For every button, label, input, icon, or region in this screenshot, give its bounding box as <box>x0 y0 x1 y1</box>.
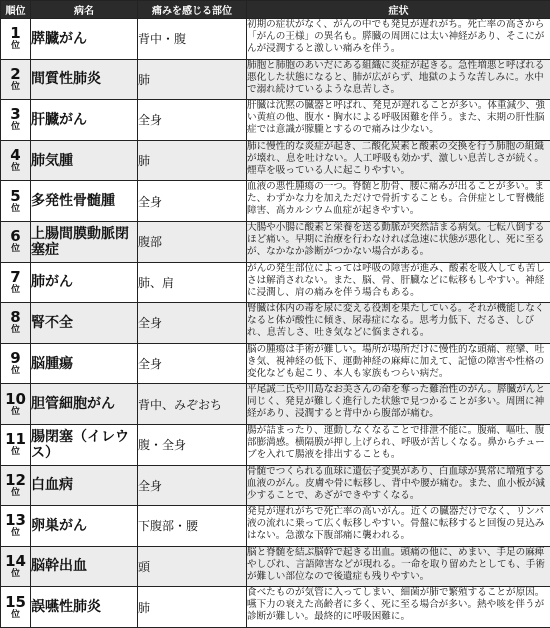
rank-number: 9 <box>1 351 30 366</box>
symptom-cell <box>247 140 550 181</box>
symptom-cell <box>247 221 550 262</box>
table-row <box>1 343 550 384</box>
rank-number: 6 <box>1 229 30 244</box>
symptom-cell <box>247 384 550 425</box>
header-rank: 順位 <box>1 1 31 19</box>
symptom-cell <box>247 424 550 465</box>
rank-number: 4 <box>1 148 30 163</box>
pain-location: 全身 <box>138 100 247 141</box>
symptom-cell <box>247 100 550 141</box>
rank-cell <box>1 19 31 60</box>
pain-location: 全身 <box>138 465 247 506</box>
table-row <box>1 384 550 425</box>
symptom-description: 肝臓は沈黙の臓器と呼ばれ、発見が遅れることが多い。体重減少、強い黄疸の他、腹水・胸水による呼吸困難を伴う。また、末期の肝性脳症では意識が朦朧とするので痛みは少ない。 <box>247 100 550 136</box>
rank-number: 13 <box>1 513 30 528</box>
table-row <box>1 221 550 262</box>
table-row <box>1 181 550 222</box>
rank-cell <box>1 221 31 262</box>
rank-number: 12 <box>1 473 30 488</box>
table-row <box>1 587 550 628</box>
rank-number: 10 <box>1 392 30 407</box>
disease-name: 卵巣がん <box>31 506 138 547</box>
symptom-description: 腸が詰まったり、運動しなくなることで排泄不能に。腹痛、嘔吐、腹部膨満感。横隔膜が押し上げられ、呼吸が苦しくなる。鼻からチューブを入れて腸液を排出することも。 <box>247 425 550 461</box>
rank-number: 3 <box>1 107 30 122</box>
rank-suffix: 位 <box>1 367 30 376</box>
symptom-cell <box>247 587 550 628</box>
pain-location: 全身 <box>138 181 247 222</box>
symptom-description: 大腸や小腸に酸素と栄養を送る動脈が突然詰まる病気。七転八倒するほど痛い。早期に治療を行わなければ急速に状態が悪化し、死に至るが、なかなか診断がつかない場合がある。 <box>247 222 550 258</box>
rank-number: 5 <box>1 189 30 204</box>
rank-suffix: 位 <box>1 83 30 92</box>
disease-name: 肝臓がん <box>31 100 138 141</box>
rank-cell <box>1 546 31 587</box>
rank-cell <box>1 140 31 181</box>
rank-cell <box>1 100 31 141</box>
pain-location: 腹部 <box>138 221 247 262</box>
rank-suffix: 位 <box>1 489 30 498</box>
table-row <box>1 140 550 181</box>
pain-location: 肺 <box>138 59 247 100</box>
rank-cell <box>1 384 31 425</box>
pain-location: 全身 <box>138 303 247 344</box>
rank-suffix: 位 <box>1 529 30 538</box>
rank-suffix: 位 <box>1 164 30 173</box>
rank-cell <box>1 59 31 100</box>
rank-number: 7 <box>1 270 30 285</box>
pain-location: 肺 <box>138 587 247 628</box>
table-row <box>1 262 550 303</box>
rank-cell <box>1 262 31 303</box>
table-row <box>1 59 550 100</box>
symptom-cell <box>247 506 550 547</box>
disease-name: 腸閉塞（イレウス） <box>31 424 138 465</box>
table-row <box>1 506 550 547</box>
rank-suffix: 位 <box>1 448 30 457</box>
rank-suffix: 位 <box>1 611 30 620</box>
rank-suffix: 位 <box>1 286 30 295</box>
rank-cell <box>1 506 31 547</box>
symptom-cell <box>247 303 550 344</box>
disease-name: 白血病 <box>31 465 138 506</box>
rank-suffix: 位 <box>1 408 30 417</box>
symptom-description: 初期の症状がなく、がんの中でも発見が遅れがち。死亡率の高さから「がんの王様」の異名も。膵臓の周囲には太い神経があり、そこにがんが浸潤すると激しい痛みを伴う。 <box>247 19 550 55</box>
table-row <box>1 424 550 465</box>
rank-number: 2 <box>1 67 30 82</box>
symptom-cell <box>247 19 550 60</box>
pain-location: 背中・腹 <box>138 19 247 60</box>
symptom-cell <box>247 262 550 303</box>
disease-name: 胆管細胞がん <box>31 384 138 425</box>
pain-location: 腹・全身 <box>138 424 247 465</box>
rank-number: 14 <box>1 554 30 569</box>
rank-number: 8 <box>1 310 30 325</box>
disease-name: 脳幹出血 <box>31 546 138 587</box>
symptom-description: 血液の悪性腫瘍の一つ。脊髄と肋骨、腰に痛みが出ることが多い。また、わずかな力を加えただけで骨折することも。合併症として腎機能障害、高カルシウム血症が起きやすい。 <box>247 181 550 217</box>
symptom-description: 発見が遅れがちで死亡率の高いがん。近くの臓器だけでなく、リンパ液の流れに乗って広く転移しやすい。骨盤に転移すると回復の見込みはない。急激な下腹部痛に襲われる。 <box>247 506 550 542</box>
rank-cell <box>1 303 31 344</box>
rank-number: 1 <box>1 26 30 41</box>
symptom-cell <box>247 343 550 384</box>
rank-suffix: 位 <box>1 245 30 254</box>
rank-suffix: 位 <box>1 205 30 214</box>
symptom-description: 脳の腫瘍は手術が難しい。場所が場所だけに慢性的な頭痛、痙攣、吐き気、視神経の低下、運動神経の麻痺に加えて、記憶の障害や性格の変化なども起こり、本人も家族もつらい病だ。 <box>247 344 550 380</box>
disease-name: 多発性骨髄腫 <box>31 181 138 222</box>
rank-cell <box>1 424 31 465</box>
rank-cell <box>1 181 31 222</box>
symptom-description: 食べたものが気管に入ってしまい、細菌が肺で繁殖することが原因。嚥下力の衰えた高齢者に多く、死に至る場合が多い。熱や咳を伴うが診断が難しい。最終的に呼吸困難に。 <box>247 587 550 623</box>
rank-cell <box>1 587 31 628</box>
disease-name: 膵臓がん <box>31 19 138 60</box>
symptom-cell <box>247 465 550 506</box>
rank-cell <box>1 465 31 506</box>
pain-location: 肺 <box>138 140 247 181</box>
disease-name: 誤嚥性肺炎 <box>31 587 138 628</box>
symptom-description: 平尾誠二氏や川島なお美さんの命を奪った難治性のがん。膵臓がんと同じく、発見が難しく進行した状態で見つかることが多い。周囲に神経があり、浸潤すると背中から腹部が痛む。 <box>247 384 550 420</box>
symptom-description: 脳と脊髄を結ぶ脳幹で起きる出血。頭痛の他に、めまい、手足の麻痺やしびれ、言語障害などが現れる。一命を取り留めたとしても、手術が難しい部位なので後遺症も残りやすい。 <box>247 547 550 583</box>
header-disease-name: 病名 <box>31 1 138 19</box>
table-row <box>1 465 550 506</box>
disease-name: 肺気腫 <box>31 140 138 181</box>
disease-name: 脳腫瘍 <box>31 343 138 384</box>
symptom-description: 肺に慢性的な炎症が起き、二酸化炭素と酸素の交換を行う肺胞の組織が壊れ、息を吐けない。人工呼吸も効かず、激しい息苦しさが続く。煙草を吸っている人に起こりやすい。 <box>247 141 550 177</box>
table-row <box>1 19 550 60</box>
rank-suffix: 位 <box>1 570 30 579</box>
rank-suffix: 位 <box>1 326 30 335</box>
disease-name: 腎不全 <box>31 303 138 344</box>
pain-location: 下腹部・腰 <box>138 506 247 547</box>
symptom-cell <box>247 181 550 222</box>
rank-number: 15 <box>1 595 30 610</box>
symptom-cell <box>247 59 550 100</box>
symptom-description: 腎臓は体内の毒を尿に変える役割を果たしている。それが機能しなくなると体が酸性に傾き、尿毒症になる。思考力低下、だるさ、しびれ、息苦しさ、吐き気などに悩まされる。 <box>247 303 550 339</box>
disease-name: 上腸間膜動脈閉塞症 <box>31 221 138 262</box>
table-body <box>1 19 550 628</box>
symptom-cell <box>247 546 550 587</box>
disease-name: 肺がん <box>31 262 138 303</box>
rank-suffix: 位 <box>1 42 30 51</box>
symptom-description: 肺胞と肺胞のあいだにある組織に炎症が起きる。急性増悪と呼ばれる悪化した状態になると、肺が広がらず、地獄のような苦しみに。水中で溺れ続けているような息苦しさ。 <box>247 60 550 96</box>
header-symptoms: 症状 <box>247 1 550 19</box>
rank-number: 11 <box>1 432 30 447</box>
rank-cell <box>1 343 31 384</box>
symptom-description: 骨髄でつくられる血球に遺伝子変異があり、白血球が異常に増殖する血液のがん。皮膚や骨に転移し、背中や腰が痛む。また、血小板が減少することで、あざができやすくなる。 <box>247 466 550 502</box>
rank-suffix: 位 <box>1 123 30 132</box>
pain-location: 全身 <box>138 343 247 384</box>
table-row <box>1 546 550 587</box>
pain-location: 頭 <box>138 546 247 587</box>
header-row <box>1 1 550 19</box>
table-row <box>1 303 550 344</box>
symptom-description: がんの発生部位によっては呼吸の障害が進み、酸素を吸入しても苦しさは解消されない。また、脳、骨、肝臓などに転移もしやすい。神経に浸潤し、肩の痛みを伴う場合もある。 <box>247 263 550 299</box>
header-pain-location: 痛みを感じる部位 <box>138 1 247 19</box>
pain-location: 背中、みぞおち <box>138 384 247 425</box>
table-row <box>1 100 550 141</box>
disease-name: 間質性肺炎 <box>31 59 138 100</box>
pain-location: 肺、肩 <box>138 262 247 303</box>
